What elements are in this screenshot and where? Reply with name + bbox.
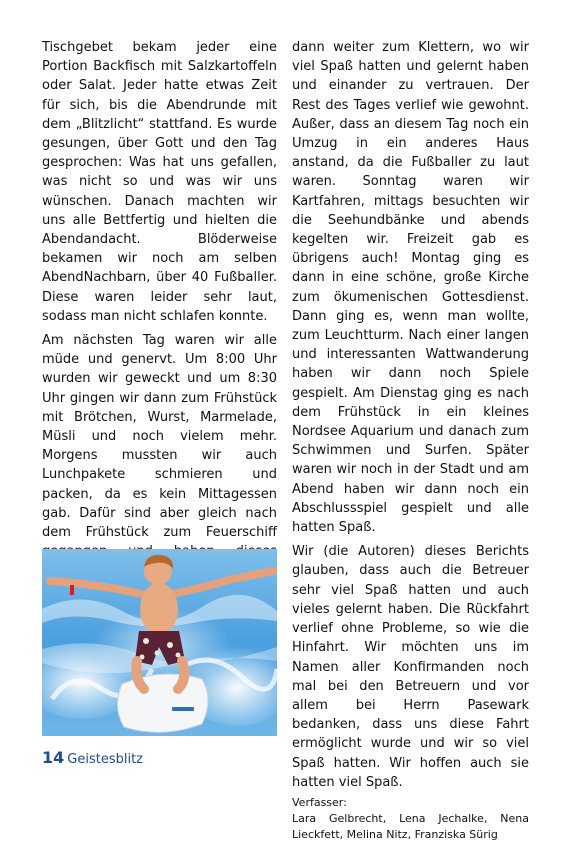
left-column bbox=[42, 38, 277, 619]
authors bbox=[292, 795, 529, 843]
paragraph: dann weiter zum Klettern, wo wir viel Spaß hatten und gelernt haben und einander zu vertrauen. Der Rest des Tages verlief wie gewohnt. Außer, dass an diesem Tag noch ein Umzug in ein anderes Haus anstand, da die Fußballer zu laut waren. Sonntag waren wir Kartfahren, mittags besuchten wir die Seehundbänke und abends kegelten wir. Freizeit gab es übrigens auch! Montag ging es dann in eine schöne, große Kirche zum ökumenischen Gottesdienst. Dann ging es, wenn man wollte, zum Leuchtturm. Nach einer langen und interessanten Wattwanderung haben wir dann noch Spiele gespielt. Am Dienstag ging es nach dem Frühstück in ein kleines Nordsee Aquarium und danach zum Schwimmen und Surfen. Später waren wir noch in der Stadt und am Abend haben wir dann noch ein Abschlussspiel gespielt und alle hatten Spaß. bbox=[292, 40, 529, 536]
authors-names: Lara Gelbrecht, Lena Jechalke, Nena Lieckfett, Melina Nitz, Franziska Sürig bbox=[292, 811, 529, 841]
authors-label: Verfasser: bbox=[292, 795, 347, 809]
surfing-photo bbox=[42, 549, 277, 736]
page-number: 14 bbox=[42, 748, 65, 767]
paragraph: Am nächsten Tag waren wir alle müde und genervt. Um 8:00 Uhr wurden wir geweckt und um 8:30 Uhr gingen wir dann zum Frühstück mit Brötchen, Wurst, Marmelade, Müsli und noch vielem mehr. Morgens mussten wir auch Lunchpakete schmieren und packen, da es kein Mittagessen gab. Dafür sind aber gleich nach dem Frühstück zum Feuerschiff bbox=[42, 333, 277, 541]
right-column bbox=[292, 38, 529, 843]
paragraph: Tischgebet bekam jeder eine Portion Backfisch mit Salzkartoffeln oder Salat. Jeder hatte etwas Zeit für sich, bis die Abendrunde mit dem „Blitzlicht“ stattfand. Es wurde gesungen, über Gott und den Tag gesprochen: Was hat uns gefallen, was nicht so und was wir uns wünschen. Danach machten wir uns alle Bettfertig und hielten die Abendandacht. Blöderweise bekamen wir noch am selben AbendNachbarn, über 40 Fußballer. Diese waren leider sehr laut, sodass man nicht schlafen konnte. bbox=[42, 40, 277, 324]
page-footer bbox=[42, 748, 143, 767]
surfboard bbox=[117, 674, 208, 732]
surfing-photo-illustration bbox=[42, 549, 277, 736]
publication-name: Geistesblitz bbox=[67, 752, 143, 767]
paragraph: Wir (die Autoren) dieses Berichts glauben, dass auch die Betreuer sehr viel Spaß hatten und auch vieles gelernt haben. Die Rückfahrt verlief ohne Probleme, so wie die Hinfahrt. Wir möchten uns im Namen aller Konfirmanden noch mal bei den Betreuern und vor allem bei Herrn Pasewark bedanken, dass uns diese Fahrt ermöglicht wurde und wir so viel Spaß hatten. Wir hoffen auch sie hatten viel Spaß. bbox=[292, 544, 529, 790]
